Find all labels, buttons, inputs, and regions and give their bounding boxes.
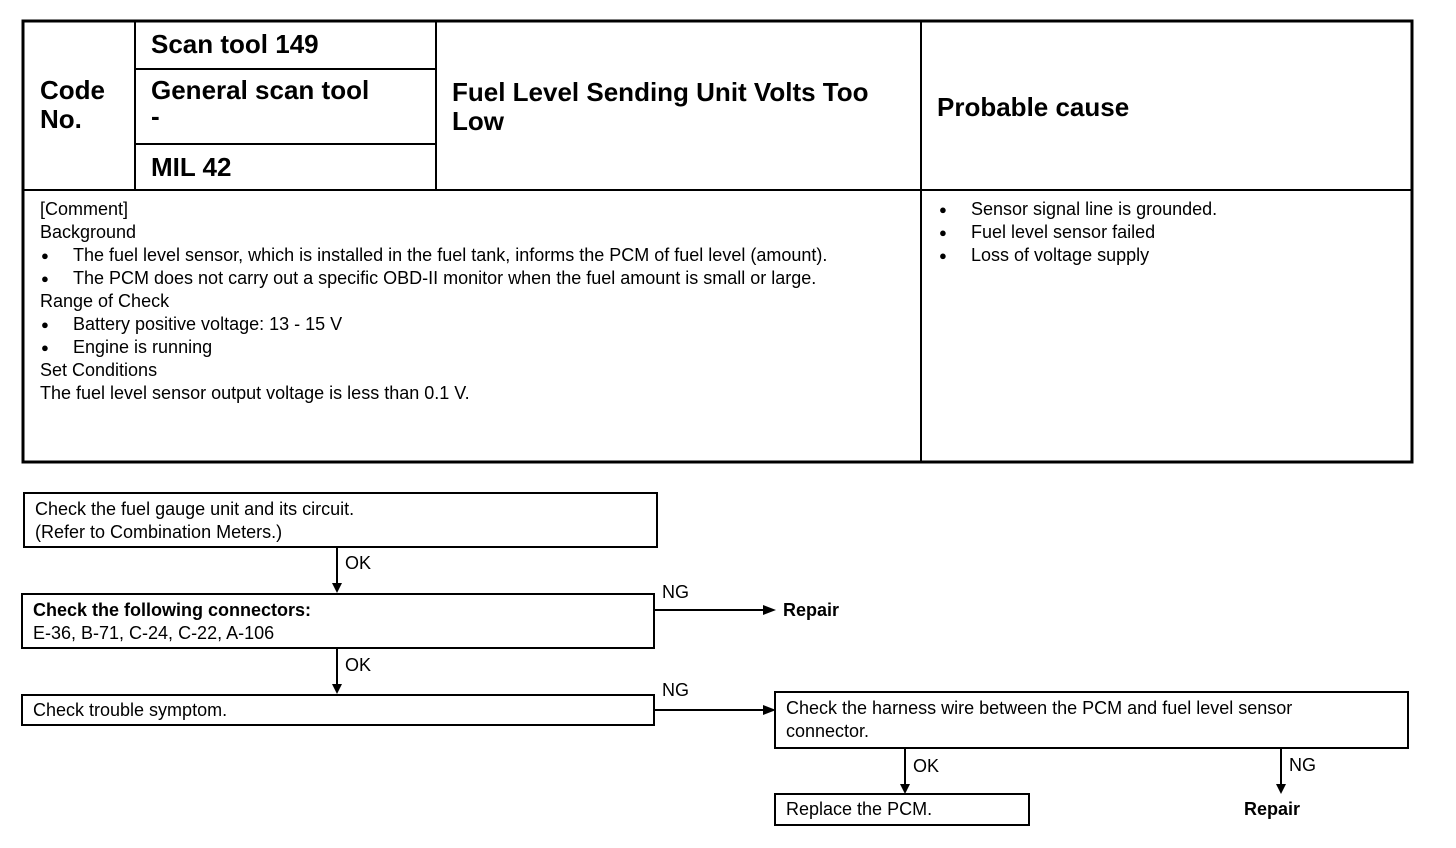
code-number-label: Code No. bbox=[40, 75, 105, 134]
range-item-2: ● Engine is running bbox=[40, 336, 906, 359]
background-item-2: ● The PCM does not carry out a specific OBD-II monitor when the fuel amount is small or large. bbox=[40, 267, 906, 290]
cause-item-2: ● Fuel level sensor failed bbox=[938, 221, 1398, 244]
ok-label-2: OK bbox=[345, 655, 372, 675]
step-check-trouble-symptom: Check trouble symptom. bbox=[21, 694, 655, 726]
range-heading: Range of Check bbox=[40, 291, 170, 311]
probable-cause-heading: Probable cause bbox=[937, 92, 1130, 122]
cause-item-1: ● Sensor signal line is grounded. bbox=[938, 198, 1398, 221]
repair-result-2: Repair bbox=[1244, 799, 1301, 819]
step-check-harness-wire: Check the harness wire between the PCM and fuel level sensor connector. bbox=[774, 691, 1409, 749]
connectors-heading: Check the following connectors: bbox=[33, 600, 312, 620]
ok-label-3: OK bbox=[913, 756, 940, 776]
range-item-1: ● Battery positive voltage: 13 - 15 V bbox=[40, 313, 906, 336]
background-heading: Background bbox=[40, 222, 137, 242]
set-conditions-heading: Set Conditions bbox=[40, 360, 158, 380]
general-scan-tool-code: General scan tool - bbox=[151, 75, 370, 131]
cause-item-3: ● Loss of voltage supply bbox=[938, 244, 1398, 267]
ok-label-1: OK bbox=[345, 553, 372, 573]
background-item-1: ● The fuel level sensor, which is installed in the fuel tank, informs the PCM of fuel level (amount). bbox=[40, 244, 906, 267]
dtc-title: Fuel Level Sending Unit Volts Too Low bbox=[452, 77, 869, 136]
ng-label-2: NG bbox=[662, 680, 689, 700]
repair-result-1: Repair bbox=[783, 600, 840, 620]
ng-label-1: NG bbox=[662, 582, 689, 602]
ng-label-3: NG bbox=[1289, 755, 1316, 775]
mil-code: MIL 42 bbox=[151, 152, 232, 182]
step-check-fuel-gauge: Check the fuel gauge unit and its circuit. (Refer to Combination Meters.) bbox=[23, 492, 658, 548]
connectors-list: E-36, B-71, C-24, C-22, A-106 bbox=[33, 623, 275, 643]
scan-tool-149-code: Scan tool 149 bbox=[151, 29, 319, 59]
step-replace-pcm: Replace the PCM. bbox=[774, 793, 1030, 826]
comment-tag: [Comment] bbox=[40, 199, 129, 219]
set-conditions-text: The fuel level sensor output voltage is less than 0.1 V. bbox=[40, 383, 470, 403]
step-check-connectors bbox=[21, 593, 655, 649]
